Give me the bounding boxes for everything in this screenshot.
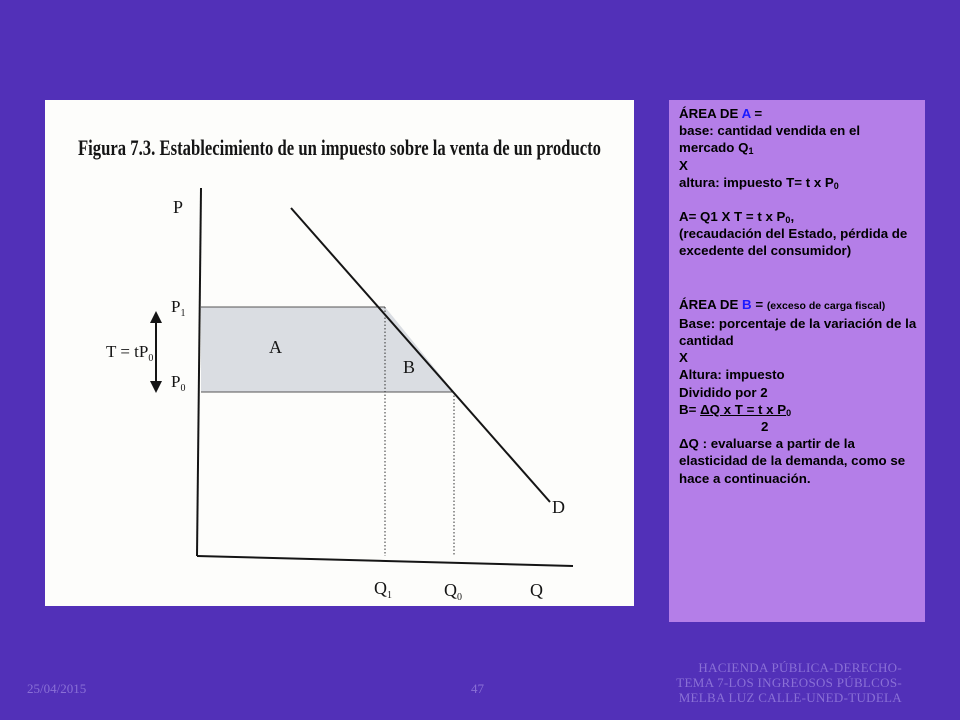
footer-title-line: HACIENDA PÚBLICA-DERECHO- bbox=[698, 660, 902, 675]
footer-title-line: MELBA LUZ CALLE-UNED-TUDELA bbox=[678, 690, 902, 705]
area-a-note: (recaudación del Estado, pérdida de excedente del consumidor) bbox=[679, 226, 908, 259]
figure-title: Figura 7.3. Establecimiento de un impuesto sobre la venta de un producto bbox=[78, 135, 601, 160]
quantity-axis bbox=[197, 556, 573, 566]
area-b-note: ΔQ : evaluarse a partir de la elasticidad de la demanda, como se hace a continuación. bbox=[679, 436, 906, 486]
area-a-x: X bbox=[679, 157, 688, 173]
area-a-label: A bbox=[269, 337, 282, 357]
area-b-label: B bbox=[403, 357, 416, 377]
footer-title bbox=[632, 660, 902, 705]
area-b-heading: ÁREA DE B = (exceso de carga fiscal) bbox=[679, 296, 886, 312]
area-b-divisor: 2 bbox=[761, 419, 769, 435]
area-a-shade bbox=[201, 307, 385, 392]
area-b-divided: Dividido por 2 bbox=[679, 384, 768, 400]
area-b-formula: B= ΔQ x T = t x $P_0$ bbox=[679, 401, 792, 418]
area-a-height: altura: impuesto T= t x $P_0$ bbox=[679, 174, 839, 191]
q0-label: $Q_0$ bbox=[444, 580, 462, 603]
area-a-formula: A= Q1 X T = t x $P_0$, bbox=[679, 209, 795, 226]
demand-label: D bbox=[552, 497, 565, 517]
area-b-height: Altura: impuesto bbox=[679, 367, 785, 383]
area-b-base: Base: porcentaje de la variación de la cantidad bbox=[679, 315, 917, 349]
price-axis bbox=[197, 188, 201, 556]
tax-diagram bbox=[45, 100, 634, 606]
area-a-heading: ÁREA DE A = bbox=[679, 106, 763, 121]
p1-label: $P_1$ bbox=[171, 297, 186, 319]
axis-q-label: Q bbox=[530, 580, 543, 600]
area-b-shade bbox=[385, 307, 454, 392]
area-a-base: base: cantidad vendida en el mercado $Q_1$ bbox=[679, 123, 861, 157]
figure-7-3 bbox=[45, 100, 634, 606]
footer-page-number: 47 bbox=[471, 681, 484, 696]
p0-label: $P_0$ bbox=[171, 372, 186, 394]
notes-panel bbox=[669, 100, 925, 622]
axis-p-label: P bbox=[173, 197, 184, 217]
footer-date: 25/04/2015 bbox=[27, 681, 87, 696]
footer-title-line: TEMA 7-LOS INGREOSOS PÚBLCOS- bbox=[676, 675, 902, 690]
tax-label: $T = tP_0$ bbox=[106, 342, 154, 364]
q1-label: $Q_1$ bbox=[374, 578, 392, 601]
area-b-x: X bbox=[679, 350, 688, 366]
